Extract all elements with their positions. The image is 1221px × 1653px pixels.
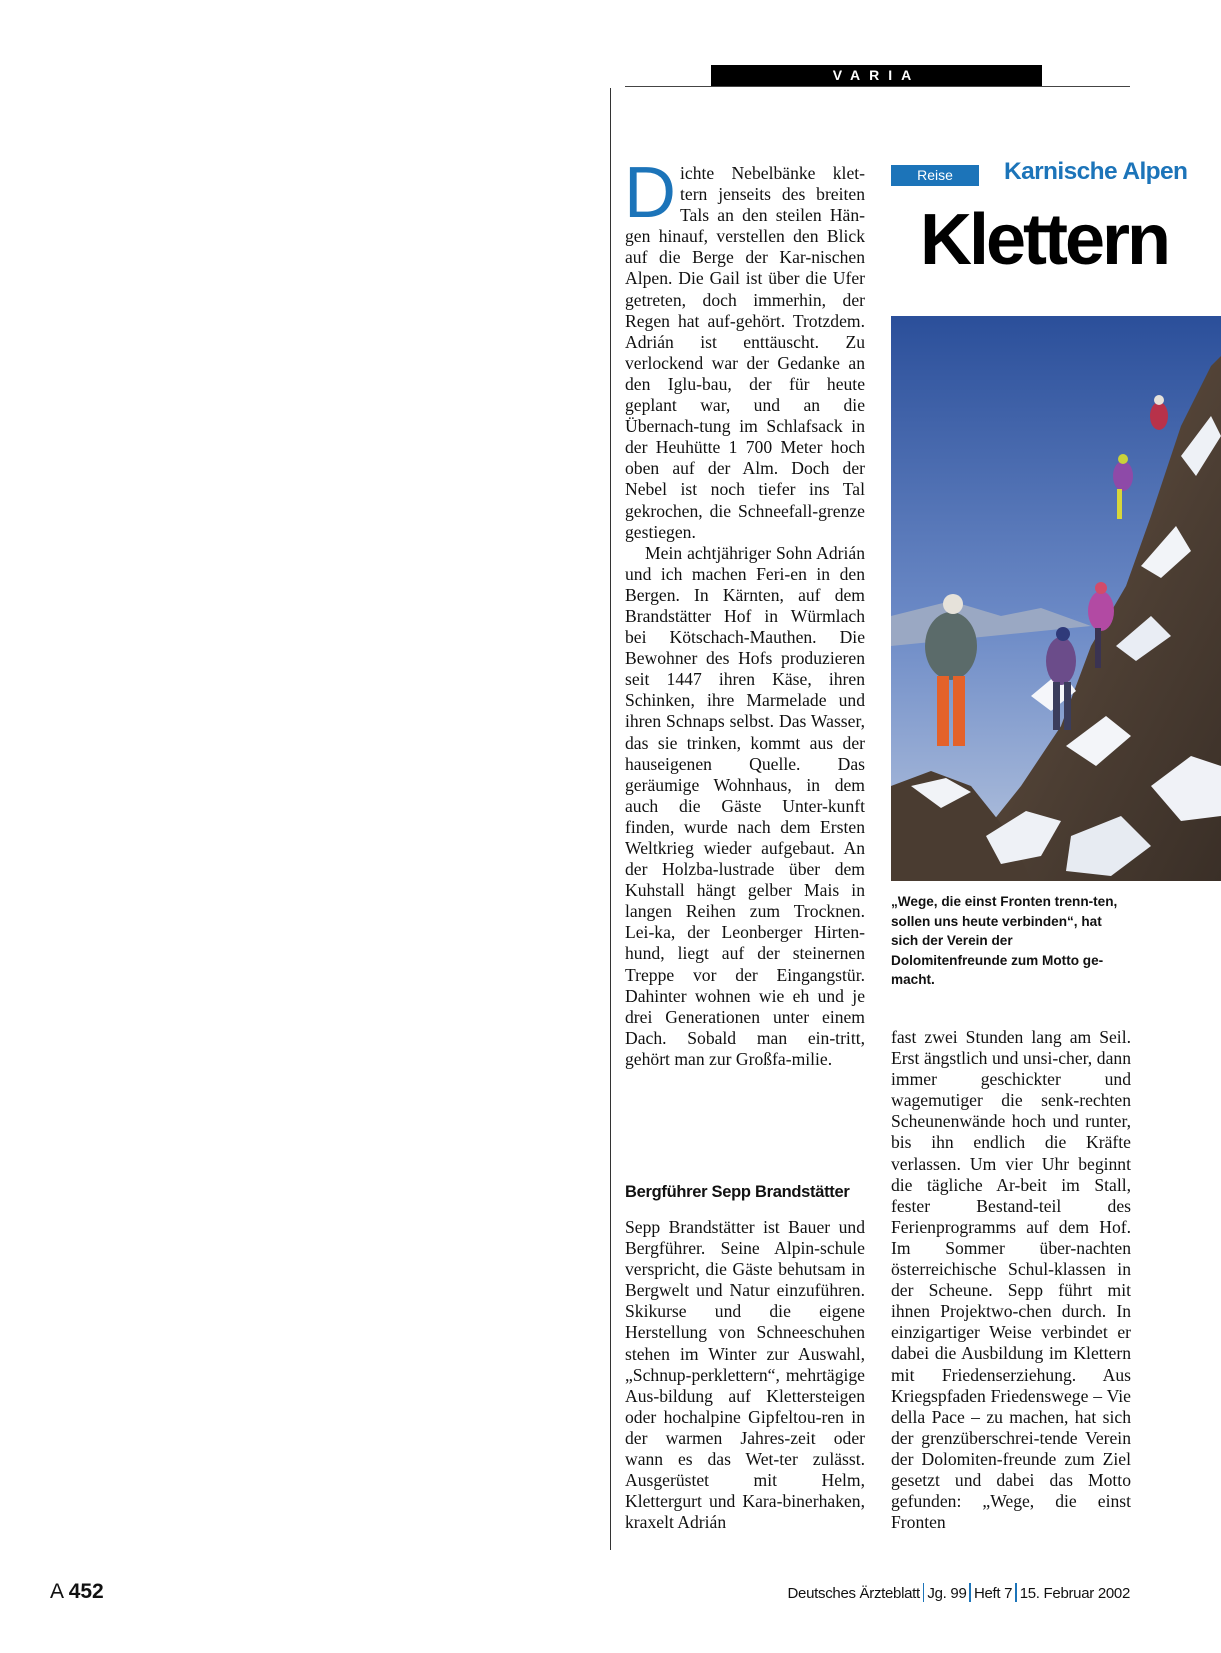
article-column-2	[625, 1217, 865, 1533]
journal-name: Deutsches Ärzteblatt	[787, 1585, 920, 1602]
headline: Klettern	[920, 200, 1169, 280]
journal-issue: Heft 7	[973, 1585, 1013, 1602]
rubric-badge: Reise	[891, 165, 979, 186]
footer-separator	[923, 1583, 925, 1602]
article-paragraph-2: Mein achtjähriger Sohn Adrián und ich machen Feri-en in den Bergen. In Kärnten, auf dem Brandstätter Hof in Würmlach bei Kötschach-Mauthen. Die Bewohner des Hofs produzieren seit 1447 ihren Käse, ihren Schinken, ihre Marmelade und ihren Schnaps selbst. Das Wasser, das sie trinken, kommt aus der hauseigenen Quelle. Das geräumige Wohnhaus, in dem auch die Gäste Unter-kunft finden, wurde nach dem Ersten Weltkrieg wieder aufgebaut. An der Holzba-lustrade über dem Kuhstall hängt gelber Mais in langen Reihen zum Trocknen. Lei-ka, der Leonberger Hirten-hund, liegt auf der steinernen Treppe vor der Eingangstür. Dahinter wohnen wie eh und je drei Generationen unter einem Dach. Sobald man ein-tritt, gehört man zur Großfa-milie.	[625, 542, 865, 1069]
folio-number: 452	[68, 1580, 104, 1603]
header-rule	[625, 86, 1130, 87]
folio-prefix: A	[50, 1580, 63, 1603]
drop-cap: D	[624, 153, 676, 233]
article-paragraph-4: fast zwei Stunden lang am Seil. Erst ängstlich und unsi-cher, dann immer geschickter und wagemutiger die senk-rechten Scheunenwände hoch und runter, bis ihn endlich die Kräfte verlassen. Um vier Uhr beginnt die tägliche Ar-beit im Stall, fester Bestand-teil des Ferienprogramms auf dem Hof. Im Sommer über-nachten österreichische Schul-klassen in der Scheune. Sepp führt mit ihnen Projektwo-chen durch. In einzigartiger Weise verbindet er dabei die Ausbildung im Klettern mit Friedenserziehung. Aus Kriegspfaden Friedenswege – Vie della Pace – zu machen, hat sich der grenzüberschrei-tende Verein der Dolomiten-freunde zum Ziel gesetzt und dabei das Motto gefunden: „Wege, die einst Fronten	[891, 1027, 1131, 1533]
column-rule	[610, 88, 611, 1550]
subheading: Bergführer Sepp Brandstätter	[625, 1183, 850, 1201]
journal-date: 15. Februar 2002	[1019, 1585, 1130, 1602]
footer-separator	[1015, 1583, 1017, 1602]
paragraph-1-text: ichte Nebelbänke klet-tern jenseits des breiten Tals an den steilen Hän-gen hinauf, verstellen den Blick auf die Berge der Kar-nischen Alpen. Die Gail ist über die Ufer getreten, doch immerhin, der Regen hat auf-gehört. Trotzdem. Adrián ist enttäuscht. Zu verlockend war der Gedanke an den Iglu-bau, der für heute geplant war, und an die Übernach-tung im Schlafsack in der Heuhütte 1 700 Meter hoch oben auf der Alm. Doch der Nebel ist noch tiefer ins Tal gekrochen, die Schneefall-grenze gestiegen.	[625, 163, 865, 542]
page-number	[50, 1580, 104, 1604]
photo-caption: „Wege, die einst Fronten trenn-ten, sollen uns heute verbinden“, hat sich der Verein der Dolomitenfreunde zum Motto ge-macht.	[891, 894, 1118, 987]
article-column-3	[891, 1027, 1131, 1533]
section-label: VARIA	[711, 65, 1042, 86]
footer-citation	[788, 1583, 1130, 1602]
article-column-1	[624, 153, 865, 1070]
kicker-title: Karnische Alpen	[1004, 158, 1188, 185]
footer-separator	[969, 1583, 971, 1602]
article-paragraph-1	[624, 153, 865, 543]
journal-volume: Jg. 99	[927, 1585, 967, 1602]
climbers-photo	[891, 316, 1221, 881]
article-paragraph-3: Sepp Brandstätter ist Bauer und Bergführer. Seine Alpin-schule verspricht, die Gäste behutsam in Bergwelt und Natur einzuführen. Skikurse und die eigene Herstellung von Schneeschuhen stehen im Winter zur Auswahl, „Schnup-perklettern“, mehrtägige Aus-bildung auf Klettersteigen oder hochalpine Gipfeltou-ren in der warmen Jahres-zeit oder wann es das Wet-ter zulässt. Ausgerüstet mit Helm, Klettergurt und Kara-binerhaken, kraxelt Adrián	[625, 1217, 865, 1533]
